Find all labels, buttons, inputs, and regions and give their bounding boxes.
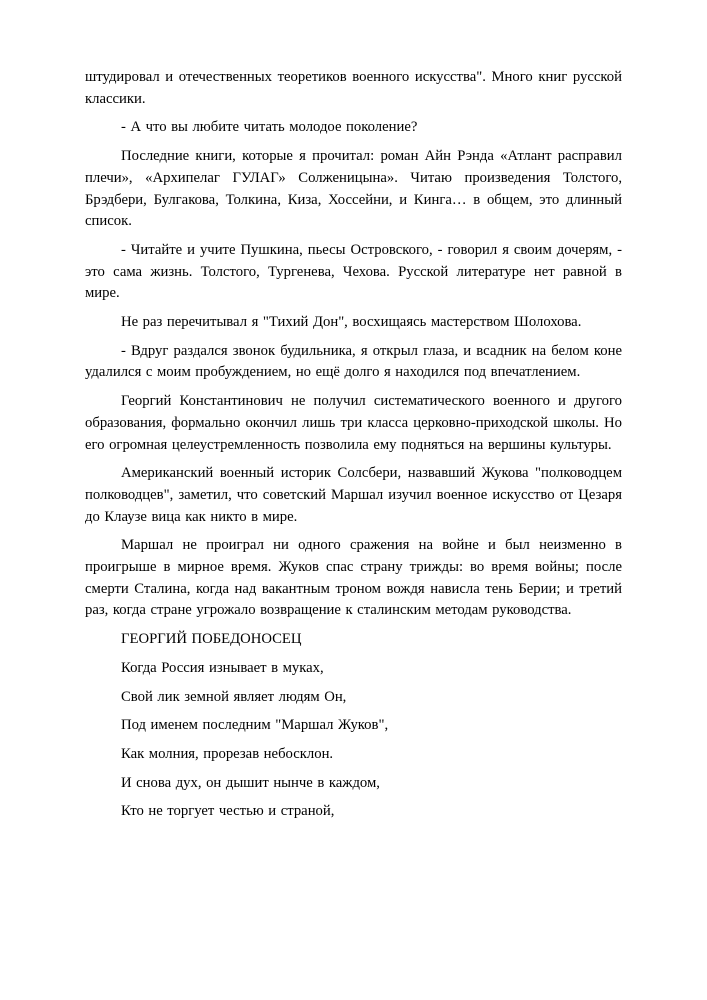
paragraph: Не раз перечитывал я "Тихий Дон", восхищаясь мастерством Шолохова.: [121, 314, 582, 331]
poem-line: Под именем последним "Маршал Жуков",: [121, 717, 389, 734]
paragraph: Американский военный историк Солсбери, назвавший Жукова "полководцем полководцев", заметил, что советский Маршал изучил военное искусство от Цезаря до Клаузе вица как никто в мире.: [85, 465, 622, 525]
paragraph: Маршал не проиграл ни одного сражения на войне и был неизменно в проигрыше в мирное время. Жуков спас страну трижды: во время войны; после смерти Сталина, когда над вакантным троном вождя нависла тень Берии; и третий раз, когда стране угрожало возвращение к сталинским методам руководства.: [85, 537, 622, 619]
poem-line: Свой лик земной являет людям Он,: [121, 688, 347, 705]
poem-line: Когда Россия изнывает в муках,: [121, 659, 324, 676]
section-heading: ГЕОРГИЙ ПОБЕДОНОСЕЦ: [121, 631, 302, 648]
paragraph: - А что вы любите читать молодое поколение?: [121, 119, 418, 136]
paragraph: - Читайте и учите Пушкина, пьесы Островского, - говорил я своим дочерям, - это сама жизнь. Толстого, Тургенева, Чехова. Русской литературе нет равной в мире.: [85, 241, 622, 302]
paragraph: Последние книги, которые я прочитал: роман Айн Рэнда «Атлант расправил плечи», «Архипелаг ГУЛАГ» Солженицына». Читаю произведения Толстого, Брэдбери, Булгакова, Толкина, Киза, Хоссейни, и Кинга… в общем, это длинный список.: [85, 148, 622, 230]
paragraph: - Вдруг раздался звонок будильника, я открыл глаза, и всадник на белом коне удалился с моим пробуждением, но ещё долго я находился под впечатлением.: [85, 342, 622, 381]
paragraph: Георгий Константинович не получил систематического военного и другого образования, формально окончил лишь три класса церковно-приходской школы. Но его огромная целеустремленность позволила ему подняться на вершины культуры.: [85, 393, 622, 453]
poem-line: Как молния, прорезав небосклон.: [121, 745, 334, 762]
poem-line: Кто не торгует честью и страной,: [121, 803, 335, 820]
poem-line: И снова дух, он дышит нынче в каждом,: [121, 774, 380, 791]
paragraph: штудировал и отечественных теоретиков военного искусства". Много книг русской классики.: [85, 69, 622, 107]
